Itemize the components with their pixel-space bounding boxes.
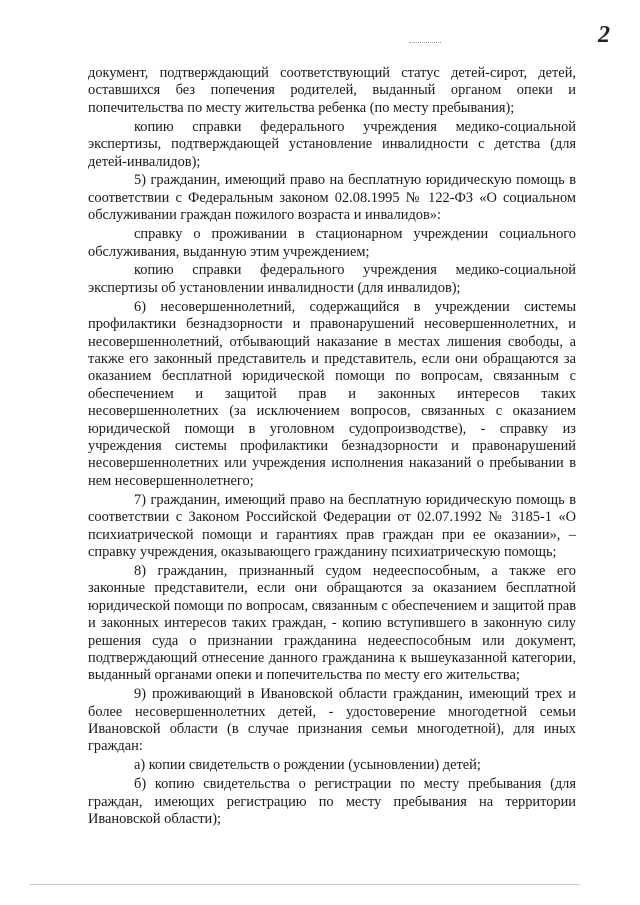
paragraph-disability-certificate-adults: копию справки федерального учреждения медико-социальной экспертизы об установлении инвалидности (для инвалидов); bbox=[88, 262, 576, 296]
paragraph-item-5: 5) гражданин, имеющий право на бесплатную юридическую помощь в соответствии с Федеральным законом 02.08.1995 № 122-ФЗ «О социальном обслуживании граждан пожилого возраста и инвалидов»: bbox=[88, 172, 576, 224]
page-number: 2 bbox=[598, 22, 610, 48]
paragraph-stationary-residence-certificate: справку о проживании в стационарном учреждении социального обслуживания, выданную этим учреждением; bbox=[88, 226, 576, 260]
paragraph-item-9a: а) копии свидетельств о рождении (усыновлении) детей; bbox=[134, 757, 481, 774]
scan-bottom-edge bbox=[30, 884, 580, 885]
paragraph-item-9b: б) копию свидетельства о регистрации по месту пребывания (для граждан, имеющих регистрацию по месту пребывания на территории Ивановской области); bbox=[88, 776, 576, 828]
paragraph-disability-certificate-children: копию справки федерального учреждения медико-социальной экспертизы, подтверждающей установление инвалидности с детства (для детей-инвалидов); bbox=[88, 118, 576, 170]
paragraph-item-9: 9) проживающий в Ивановской области гражданин, имеющий трех и более несовершеннолетних детей, - удостоверение многодетной семьи Ивановской области (в случае признания семьи многодетной), для иных граждан: bbox=[88, 686, 576, 755]
paragraph-item-7: 7) гражданин, имеющий право на бесплатную юридическую помощь в соответствии с Законом Российской Федерации от 02.07.1992 № 3185-1 «О психиатрической помощи и гарантиях прав граждан при ее оказании», – справку учреждения, оказывающего гражданину психиатрическую помощь; bbox=[88, 491, 576, 560]
paragraph-item-8: 8) гражданин, признанный судом недееспособным, а также его законные представители, если они обращаются за оказанием бесплатной юридической помощи по вопросам, связанным с обеспечением и защитой прав и законных интересов таких граждан, - копию вступившего в законную силу решения суда о признании гражданина недееспособным или документ, подтверждающий отнесение данного гражданина к вышеуказанной категории, выданный органами опеки и попечительства по месту его жительства; bbox=[88, 562, 576, 684]
paragraph-item-6: 6) несовершеннолетний, содержащийся в учреждении системы профилактики безнадзорности и правонарушений несовершеннолетних, и несовершеннолетний, отбывающий наказание в местах лишения свободы, а также его законный представитель и представитель, если они обращаются за оказанием бесплатной юридической помощи по вопросам, связанным с обеспечением и защитой прав и законных интересов таких несовершеннолетних (за исключением вопросов, связанных с оказанием юридической помощи в уголовном судопроизводстве), - справку из учреждения системы профилактики безнадзорности и правонарушений несовершеннолетних или учреждения исполнения наказаний о пребывании в нем несовершеннолетнего; bbox=[88, 298, 576, 489]
paragraph-doc-orphan-status: документ, подтверждающий соответствующий статус детей-сирот, детей, оставшихся без попечения родителей, выданный органом опеки и попечительства по месту жительства ребенка (по месту пребывания); bbox=[88, 65, 576, 116]
document-body bbox=[88, 65, 576, 830]
scan-mark bbox=[409, 42, 441, 46]
